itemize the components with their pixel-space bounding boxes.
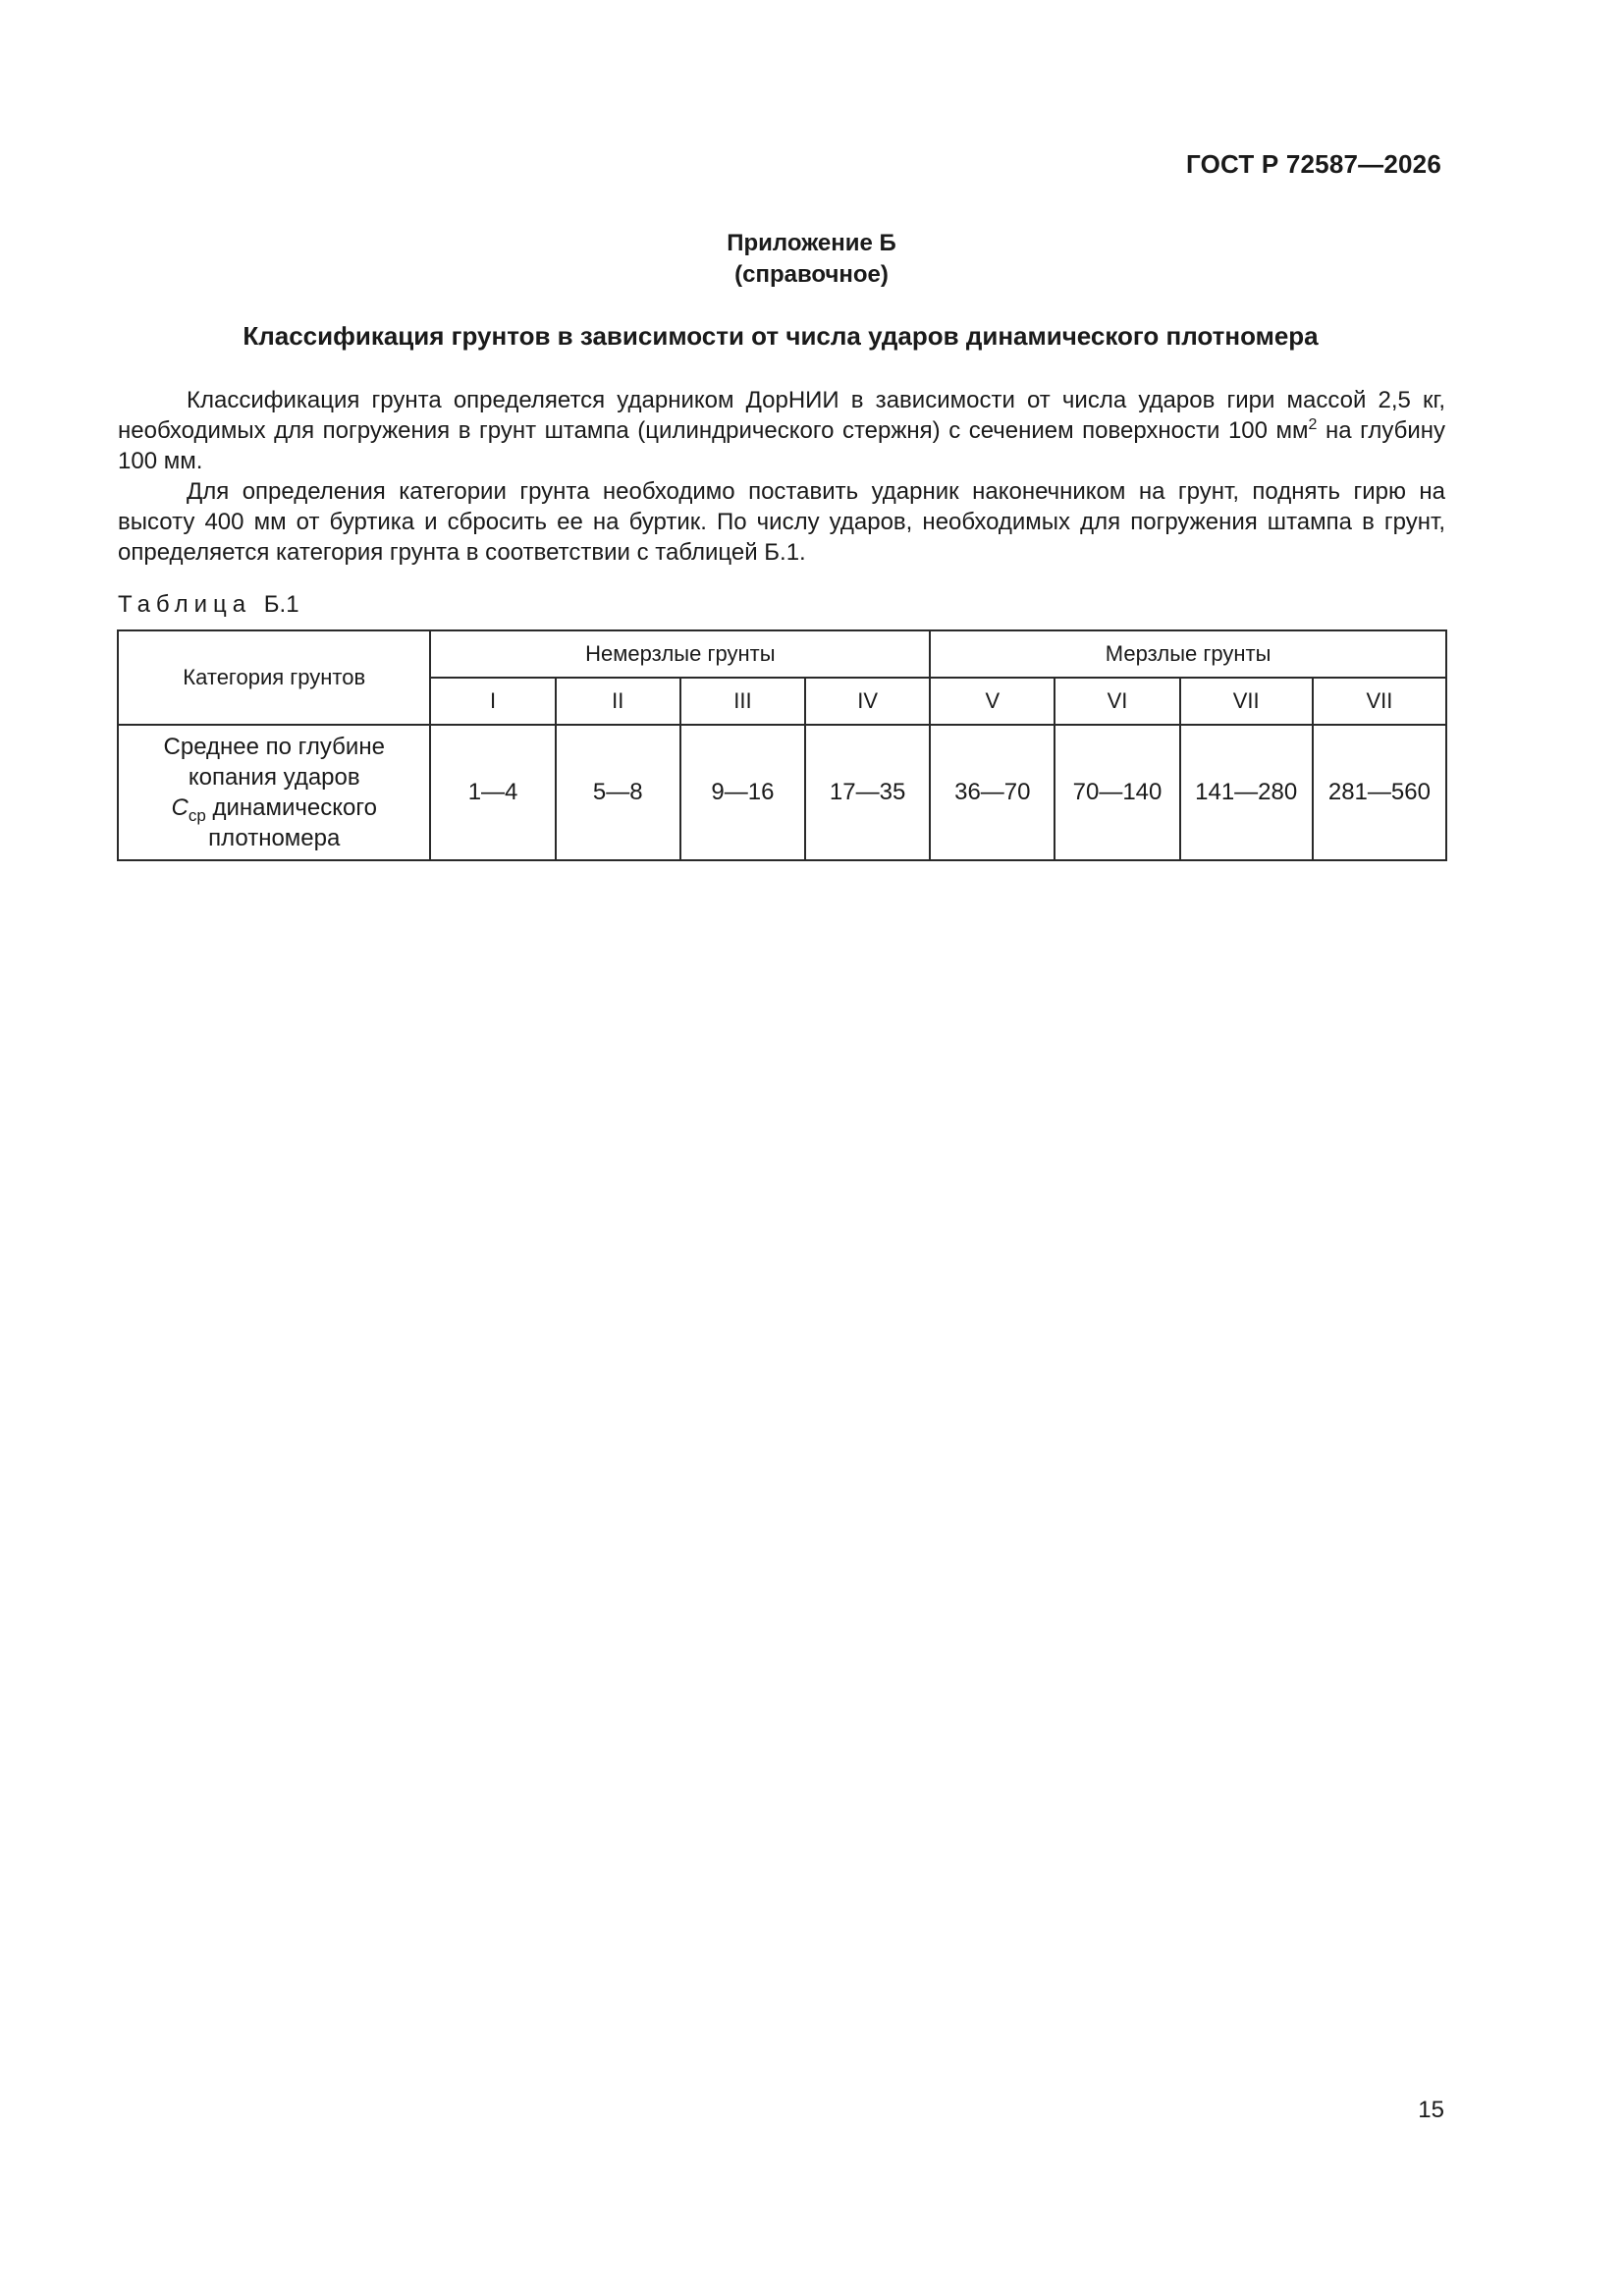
category-cell: I xyxy=(430,678,555,725)
value-cell: 17—35 xyxy=(805,725,930,860)
header-frozen-group: Мерзлые грунты xyxy=(930,630,1446,678)
category-cell: V xyxy=(930,678,1055,725)
category-cell: II xyxy=(556,678,680,725)
category-cell: VI xyxy=(1055,678,1179,725)
row-label-line: Среднее по глубине xyxy=(163,734,385,760)
paragraph-1 xyxy=(118,385,1445,476)
value-cell: 1—4 xyxy=(430,725,555,860)
table-caption xyxy=(118,591,299,619)
table-caption-number: Б.1 xyxy=(263,591,299,618)
appendix-title: Приложение Б xyxy=(727,230,896,256)
header-category: Категория грунтов xyxy=(118,630,430,725)
appendix-status: (справочное) xyxy=(734,261,889,288)
header-unfrozen-group: Немерзлые грунты xyxy=(430,630,930,678)
appendix-heading xyxy=(0,228,1623,291)
soil-classification-table xyxy=(117,629,1447,861)
value-cell: 36—70 xyxy=(930,725,1055,860)
row-label-line xyxy=(119,793,429,823)
section-title: Классификация грунтов в зависимости от числа ударов динамического плотномера xyxy=(243,321,1319,351)
table-header-row xyxy=(118,630,1446,678)
document-standard-id: ГОСТ Р 72587—2026 xyxy=(1186,149,1441,179)
value-cell: 281—560 xyxy=(1313,725,1446,860)
table-caption-label: Таблица xyxy=(118,591,252,618)
row-label xyxy=(118,725,430,860)
row-label-symbol-sub: ср xyxy=(188,806,206,825)
category-cell: IV xyxy=(805,678,930,725)
row-label-text: динамического xyxy=(205,794,377,821)
category-cell: III xyxy=(680,678,805,725)
paragraph-2-text: Для определения категории грунта необходимо поставить ударник наконечником на грунт, поднять гирю на высоту 400 мм от буртика и сбросить ее на буртик. По числу ударов, необходимых для погружения штампа в грунт, определяется категория грунта в соответствии с таблицей Б.1. xyxy=(118,478,1445,566)
paragraph-1-text: Классификация грунта определяется ударником ДорНИИ в зависимости от числа ударов гири массой 2,5 кг, необходимых для погружения в грунт штампа (цилиндрического стержня) с сечением поверхности 100 мм xyxy=(118,387,1445,444)
value-cell: 9—16 xyxy=(680,725,805,860)
category-cell: VII xyxy=(1313,678,1446,725)
value-cell: 5—8 xyxy=(556,725,680,860)
paragraph-2 xyxy=(118,476,1445,568)
value-cell: 141—280 xyxy=(1180,725,1313,860)
row-label-symbol: C xyxy=(171,794,189,821)
table-row xyxy=(118,725,1446,860)
superscript: 2 xyxy=(1308,416,1318,433)
paragraph-1-tail: на глубину 100 мм. xyxy=(118,417,1446,474)
category-cell: VII xyxy=(1180,678,1313,725)
row-label-line: плотномера xyxy=(208,825,341,851)
page-number: 15 xyxy=(1418,2097,1444,2123)
row-label-line: копания ударов xyxy=(188,764,360,791)
value-cell: 70—140 xyxy=(1055,725,1179,860)
